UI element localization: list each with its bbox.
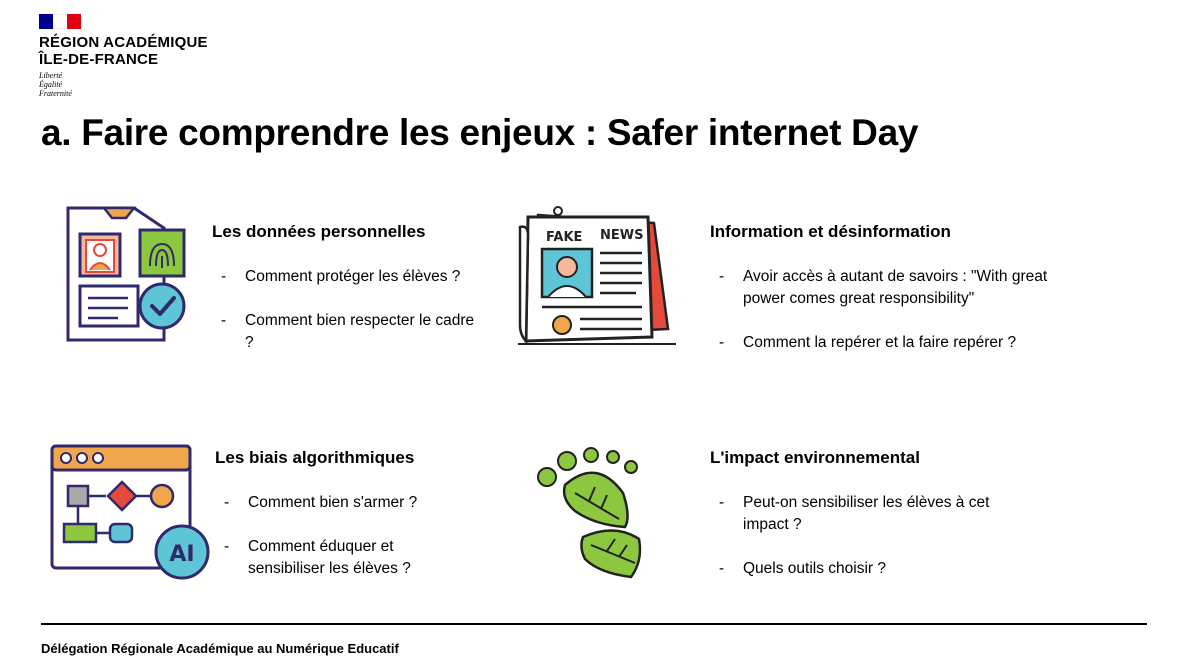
motto-liberte: Liberté [39,71,63,80]
motto-egalite: Égalité [39,80,63,89]
section-algorithmic-bias [215,448,455,580]
fake-label: FAKE [546,230,583,245]
news-label: NEWS [600,228,644,243]
list-item: - Comment la repérer et la faire repérer ? [710,332,1082,354]
region-logo [39,14,208,98]
motto [39,71,208,98]
org-name-line2: ÎLE-DE-FRANCE [39,51,159,68]
french-flag-icon [39,14,81,29]
footer-text: Délégation Régionale Académique au Numérique Educatif [41,641,399,656]
personal-data-icon [64,204,188,344]
section-information [710,222,1082,354]
list-item: - Comment bien s'armer ? [215,492,455,514]
footer-divider [41,623,1147,625]
ai-label: AI [169,542,195,567]
section-environment [710,448,1030,580]
section-heading: Les biais algorithmiques [215,448,415,467]
section-heading: Information et désinformation [710,222,951,241]
list-item: - Quels outils choisir ? [710,558,1030,580]
motto-fraternite: Fraternité [39,89,72,98]
ai-flowchart-icon [50,444,210,584]
section-heading: L'impact environnemental [710,448,920,467]
list-item: - Peut-on sensibiliser les élèves à cet impact ? [710,492,1030,536]
list-item: - Comment éduquer et sensibiliser les élèves ? [215,536,455,580]
fake-news-icon [518,205,678,347]
section-personal-data [212,222,477,354]
leaf-footprint-icon [535,447,645,581]
list-item: - Comment bien respecter le cadre ? [212,310,477,354]
slide-title: a. Faire comprendre les enjeux : Safer internet Day [41,112,919,153]
section-heading: Les données personnelles [212,222,426,241]
org-name-line1: RÉGION ACADÉMIQUE [39,34,208,51]
list-item: - Comment protéger les élèves ? [212,266,477,288]
list-item: - Avoir accès à autant de savoirs : "With great power comes great responsibility" [710,266,1082,310]
